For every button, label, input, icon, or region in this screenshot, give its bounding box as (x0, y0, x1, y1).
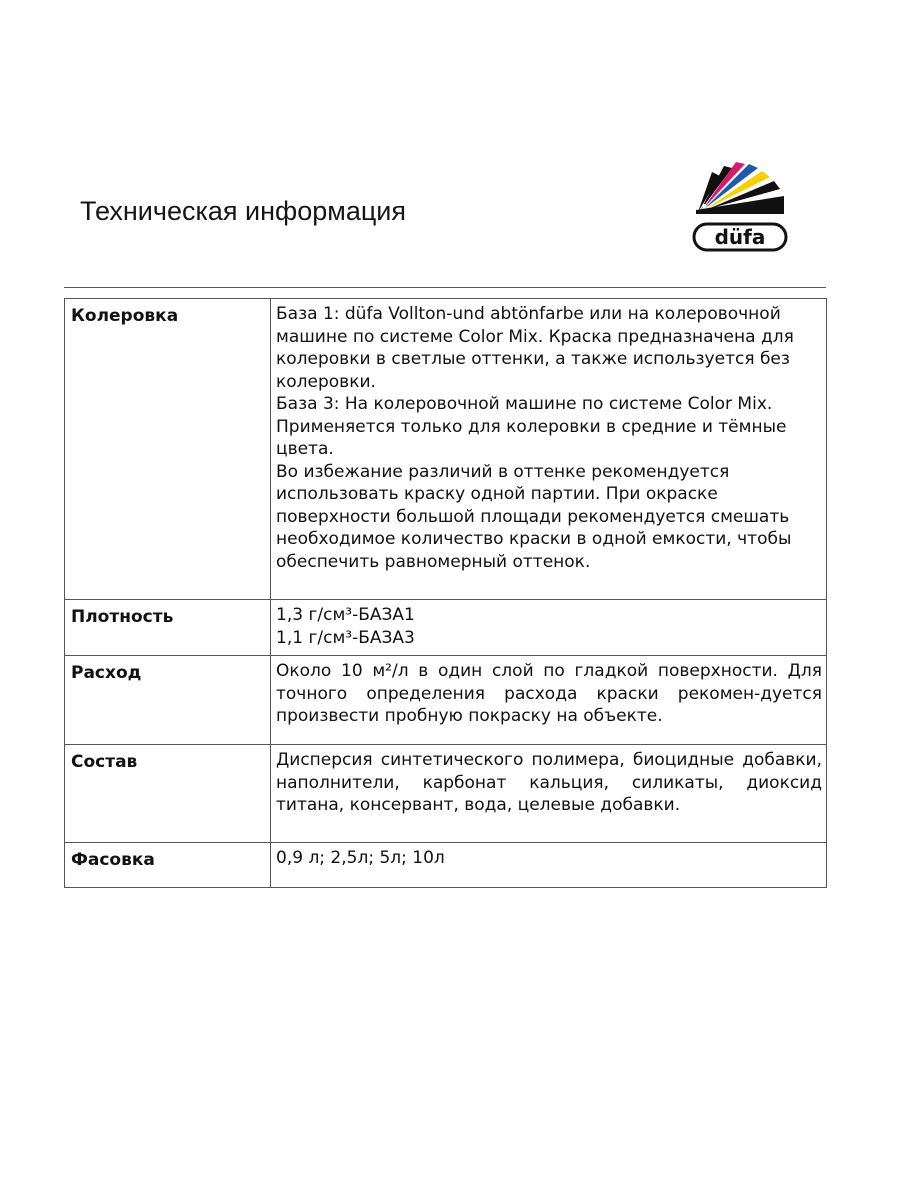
value-line: Дисперсия синтетического полимера, биоцидные добавки, наполнители, карбонат кальция, силикаты, диоксид титана, консервант, вода, целевые добавки. (276, 750, 822, 815)
value-line: Около 10 м²/л в один слой по гладкой поверхности. Для точного определения расхода краски рекомен-дуется произвести пробную покраску на объекте. (276, 661, 822, 726)
page-title: Техническая информация (80, 196, 407, 226)
row-label: Расход (65, 656, 271, 745)
table-row (65, 843, 827, 888)
table-row (65, 299, 827, 600)
value-line: 1,1 г/см³-БАЗА3 (276, 627, 415, 648)
spec-table (64, 298, 827, 888)
row-value (271, 600, 827, 656)
table-row (65, 745, 827, 843)
row-value (271, 299, 827, 600)
table-row (65, 600, 827, 656)
row-label: Колеровка (65, 299, 271, 600)
value-line: 0,9 л; 2,5л; 5л; 10л (276, 848, 445, 868)
value-line: База 3: На колеровочной машине по системе Color Mix. Применяется только для колеровки в средние и тёмные цвета. (276, 394, 787, 459)
dufa-logo (690, 156, 790, 256)
value-line: База 1: düfa Vollton-und abtönfarbe или на колеровочной машине по системе Color Mix. Краска предназначена для колеровки в светлые оттенки, а также используется без колеровки. (276, 304, 794, 392)
row-label: Плотность (65, 600, 271, 656)
row-label: Состав (65, 745, 271, 843)
row-label: Фасовка (65, 843, 271, 888)
row-value (271, 843, 827, 888)
row-value (271, 656, 827, 745)
logo-text: düfa (714, 225, 766, 249)
table-row (65, 656, 827, 745)
header-divider (64, 287, 826, 288)
value-line: Во избежание различий в оттенке рекомендуется использовать краску одной партии. При окраске поверхности большой площади рекомендуется смешать необходимое количество краски в одной емкости, чтобы обеспечить равномерный оттенок. (276, 461, 792, 572)
value-line: 1,3 г/см³-БАЗА1 (276, 605, 415, 625)
row-value (271, 745, 827, 843)
